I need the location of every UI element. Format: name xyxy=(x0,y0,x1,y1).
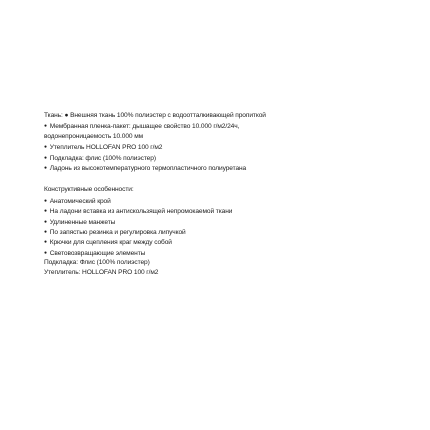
section-spacer xyxy=(44,173,396,185)
materials-line xyxy=(44,111,396,121)
feature-lining-text: Подкладка: Флис (100% полиэстер) xyxy=(44,259,150,267)
waterproof-text: водонепроницаемость 10.000 мм xyxy=(44,132,144,140)
feature-text: На ладони вставка из антискользящей непромокаемой ткани xyxy=(49,208,233,216)
insulation-text: Утеплитель HOLLOFAN PRO 100 г/м2 xyxy=(49,144,163,152)
materials-line xyxy=(44,153,396,163)
bullet-icon: ● xyxy=(44,164,47,171)
materials-section xyxy=(44,111,396,173)
bullet-icon: ● xyxy=(44,218,47,225)
bullet-icon: ● xyxy=(44,197,47,204)
features-section xyxy=(44,185,396,279)
bullet-icon: ● xyxy=(44,144,47,151)
product-description xyxy=(44,111,396,279)
feature-line xyxy=(44,258,396,268)
bullet-icon: ● xyxy=(44,154,47,161)
features-heading: Конструктивные особенности: xyxy=(44,186,134,194)
lining-text: Подкладка: флис (100% полиэстер) xyxy=(49,154,156,162)
feature-line xyxy=(44,268,396,278)
feature-text: Крючки для сцепления краг между собой xyxy=(49,239,172,247)
feature-text: По запястью резинка и регулировка липучкой xyxy=(49,228,186,236)
bullet-icon: ● xyxy=(44,228,47,235)
bullet-icon: ● xyxy=(44,249,47,256)
materials-line xyxy=(44,121,396,131)
feature-text: Световозвращающие элементы xyxy=(49,249,146,257)
feature-line xyxy=(44,248,396,258)
materials-fabric-text: Ткань: ● Внешняя ткань 100% полиэстер с водоотталкивающей пропиткой xyxy=(44,112,266,119)
feature-line xyxy=(44,217,396,227)
materials-line xyxy=(44,132,396,142)
bullet-icon: ● xyxy=(44,208,47,215)
feature-line xyxy=(44,237,396,247)
bullet-icon: ● xyxy=(44,123,47,130)
materials-line xyxy=(44,142,396,152)
materials-line xyxy=(44,163,396,173)
feature-insulation-text: Утеплитель: HOLLOFAN PRO 100 г/м2 xyxy=(44,269,159,277)
feature-text: Анатомический крой xyxy=(49,197,111,205)
feature-line xyxy=(44,206,396,216)
palm-text: Ладонь из высокотемпературного термопластичного полиуретана xyxy=(49,164,247,172)
feature-line xyxy=(44,196,396,206)
membrane-text: Мембранная пленка-пакет: дышащее свойство 10.000 г/м2/24ч, xyxy=(49,123,240,131)
feature-line xyxy=(44,227,396,237)
feature-text: Удлиненные манжеты xyxy=(49,218,116,226)
bullet-icon: ● xyxy=(44,239,47,246)
